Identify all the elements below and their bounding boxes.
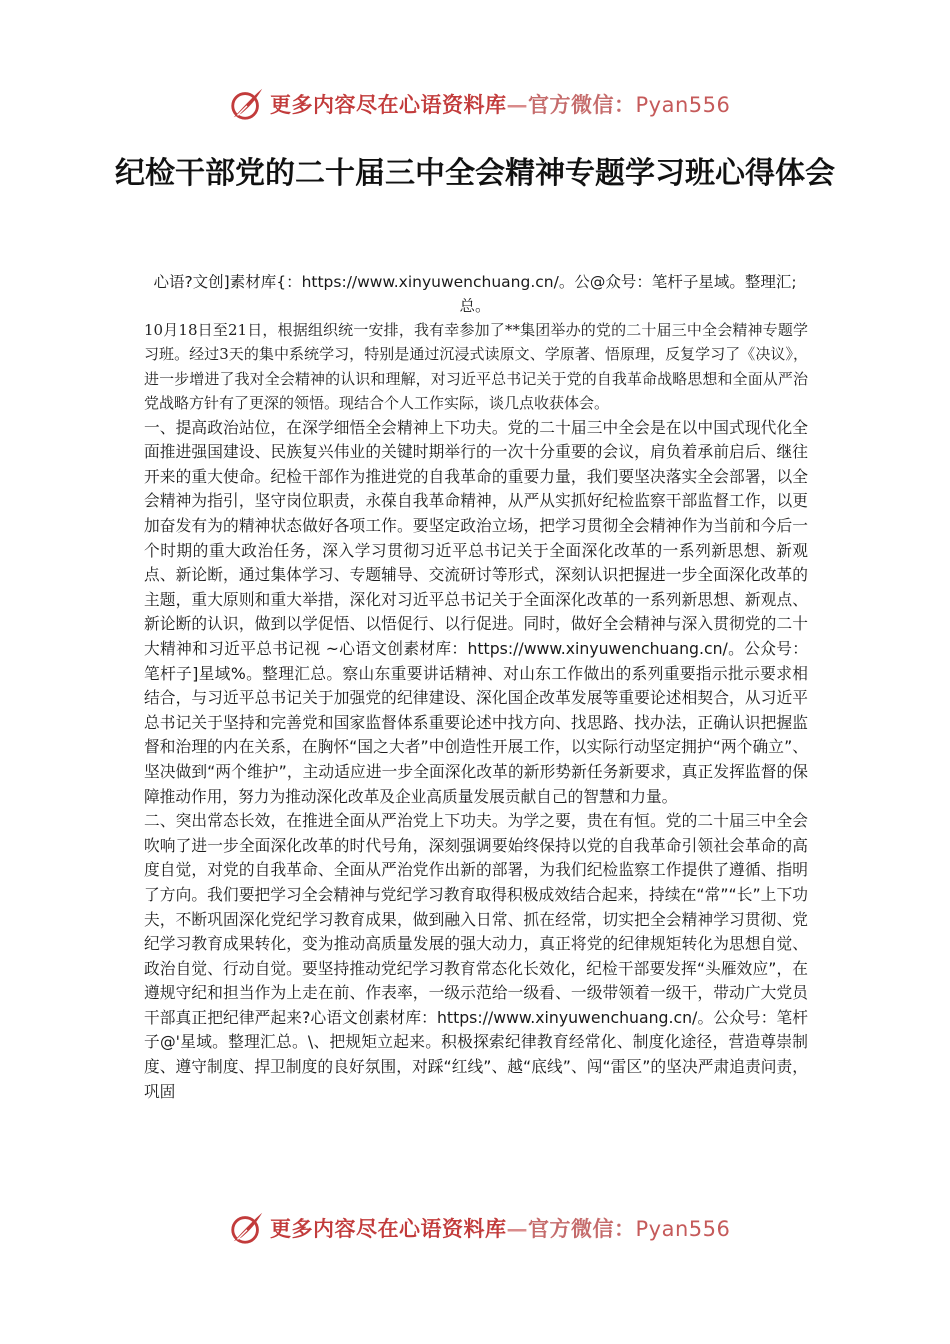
footer-banner [228,1208,748,1248]
banner-text [270,89,730,119]
quill-logo-icon [228,1209,266,1247]
banner-wechat-label: 官方微信： [528,1216,636,1241]
banner-wechat-label: 官方微信： [528,92,636,117]
paragraph-section-2: 二、突出常态长效，在推进全面从严治党上下功夫。为学之要，贵在有恒。党的二十届三中全会吹响了进一步全面深化改革的时代号角，深刻强调要始终保持以党的自我革命引领社会革命的高度自觉，对党的自我革命、全面从严治党作出新的部署，为我们纪检监察工作提供了遵循、指明了方向。我们要把学习全会精神与党纪学习教育取得积极成效结合起来，持续在“常”“长”上下功夫，不断巩固深化党纪学习教育成果，做到融入日常、抓在经常，切实把全会精神学习贯彻、党纪学习教育成果转化，变为推动高质量发展的强大动力，真正将党的纪律规矩转化为思想自觉、政治自觉、行动自觉。要坚持推动党纪学习教育常态化长效化，纪检干部要发挥“头雁效应”，在遵规守纪和担当作为上走在前、作表率，一级示范给一级看、一级带领着一级干，带动广大党员干部真正把纪律严起来?心语文创素材库：https://www.xinyuwenchuang.cn/。公众号：笔杆子@'星域。整理汇总。\、把规矩立起来。积极探索纪律教育经常化、制度化途径，营造尊崇制度、遵守制度、捍卫制度的良好氛围，对踩“红线”、越“底线”、闯“雷区”的坚决严肃追责问责，巩固 [144,811,808,1101]
document-body [144,318,808,1104]
source-line: 心语?文创]素材库{：https://www.xinyuwenchuang.cn/。公@众号：笔杆子星域。整理汇;总。 [153,273,797,315]
paragraph-intro: 10月18日至21日，根据组织统一安排，我有幸参加了**集团举办的党的二十届三中全会精神专题学习班。经过3天的集中系统学习，特别是通过沉浸式读原文、学原著、悟原理，反复学习了《决议》，进一步增进了我对全会精神的认识和理解，对习近平总书记关于党的自我革命战略思想和全面从严治党战略方针有了更深的领悟。现结合个人工作实际，谈几点收获体会。 [144,321,808,413]
banner-wechat-id: Pyan556 [635,1217,731,1241]
document-title: 纪检干部党的二十届三中全会精神专题学习班心得体会 [115,156,835,191]
banner-main-text: 更多内容尽在心语资料库 [270,92,507,117]
header-banner [228,84,748,124]
paragraph-section-1: 一、提高政治站位，在深学细悟全会精神上下功夫。党的二十届三中全会是在以中国式现代化全面推进强国建设、民族复兴伟业的关键时期举行的一次十分重要的会议，肩负着承前启后、继往开来的重大使命。纪检干部作为推进党的自我革命的重要力量，我们要坚决落实全会部署，以全会精神为指引，坚守岗位职责，永葆自我革命精神，从严从实抓好纪检监察干部监督工作，以更加奋发有为的精神状态做好各项工作。要坚定政治立场，把学习贯彻全会精神作为当前和今后一个时期的重大政治任务，深入学习贯彻习近平总书记关于全面深化改革的一系列新思想、新观点、新论断，通过集体学习、专题辅导、交流研讨等形式，深刻认识把握进一步全面深化改革的主题，重大原则和重大举措，深化对习近平总书记关于全面深化改革的一系列新思想、新观点、新论断的认识，做到以学促悟、以悟促行、以行促进。同时，做好全会精神与深入贯彻党的二十大精神和习近平总书记视 ~心语文创素材库：https://www.xinyuwenchuang.cn/。公众号：笔杆子]星域%。整理汇总。察山东重要讲话精神、对山东工作做出的系列重要指示批示要求相结合，与习近平总书记关于加强党的纪律建设、深化国企改革发展等重要论述相契合，从习近平总书记关于坚持和完善党和国家监督体系重要论述中找方向、找思路、找办法，正确认识把握监督和治理的内在关系，在胸怀“国之大者”中创造性开展工作，以实际行动坚定拥护“两个确立”、坚决做到“两个维护”，主动适应进一步全面深化改革的新形势新任务新要求，真正发挥监督的保障推动作用，努力为推动深化改革及企业高质量发展贡献自己的智慧和力量。 [144,417,808,806]
banner-wechat-id: Pyan556 [635,93,731,117]
quill-logo-icon [228,85,266,123]
banner-separator: — [506,1216,528,1241]
banner-main-text: 更多内容尽在心语资料库 [270,1216,507,1241]
banner-text [270,1213,730,1243]
banner-separator: — [506,92,528,117]
